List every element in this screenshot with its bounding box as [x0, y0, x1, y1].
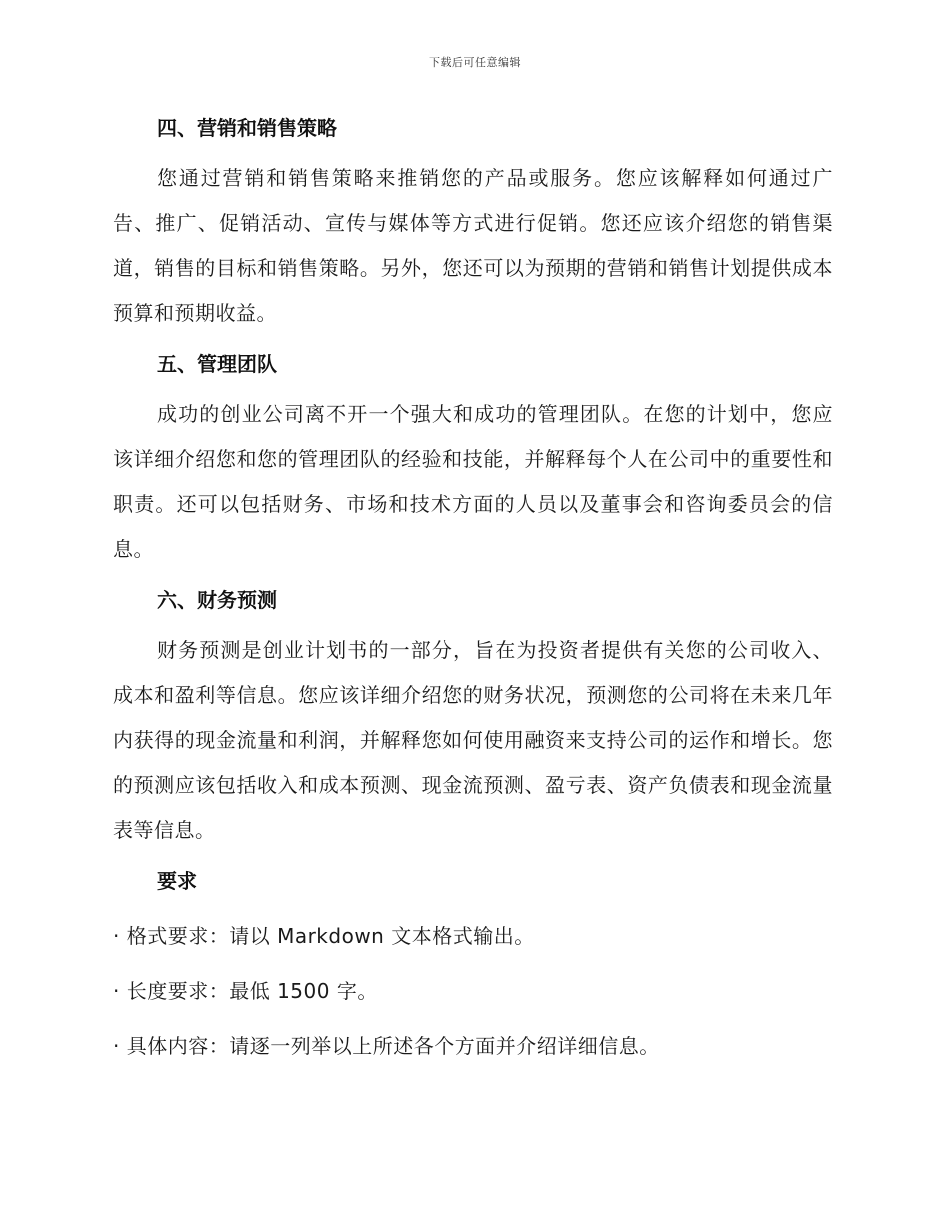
- section-requirements: [113, 865, 833, 1062]
- section-paragraph: 财务预测是创业计划书的一部分，旨在为投资者提供有关您的公司收入、成本和盈利等信息。您应该详细介绍您的财务状况，预测您的公司将在未来几年内获得的现金流量和利润，并解释您如何使用融资来支持公司的运作和增长。您的预测应该包括收入和成本预测、现金流预测、盈亏表、资产负债表和现金流量表等信息。: [113, 638, 833, 842]
- section-paragraph: 成功的创业公司离不开一个强大和成功的管理团队。在您的计划中，您应该详细介绍您和您的管理团队的经验和技能，并解释每个人在公司中的重要性和职责。还可以包括财务、市场和技术方面的人员以及董事会和咨询委员会的信息。: [113, 402, 833, 561]
- section-heading: 四、营销和销售策略: [157, 116, 337, 140]
- requirement-item-length: · 长度要求：最低 1500 字。: [113, 979, 378, 1003]
- requirement-item-content: · 具体内容：请逐一列举以上所述各个方面并介绍详细信息。: [113, 1034, 660, 1058]
- section-financial-forecast: [113, 584, 833, 865]
- requirements-heading: 要求: [157, 869, 197, 893]
- section-heading: 五、管理团队: [157, 352, 277, 376]
- requirement-item-format: · 格式要求：请以 Markdown 文本格式输出。: [113, 924, 535, 948]
- section-paragraph: 您通过营销和销售策略来推销您的产品或服务。您应该解释如何通过广告、推广、促销活动、宣传与媒体等方式进行促销。您还应该介绍您的销售渠道，销售的目标和销售策略。另外，您还可以为预期的营销和销售计划提供成本预算和预期收益。: [113, 166, 833, 325]
- document-body: [113, 112, 833, 1062]
- page-header: 下载后可任意编辑: [429, 56, 521, 69]
- section-heading: 六、财务预测: [157, 588, 277, 612]
- section-marketing: [113, 112, 833, 348]
- section-management-team: [113, 348, 833, 584]
